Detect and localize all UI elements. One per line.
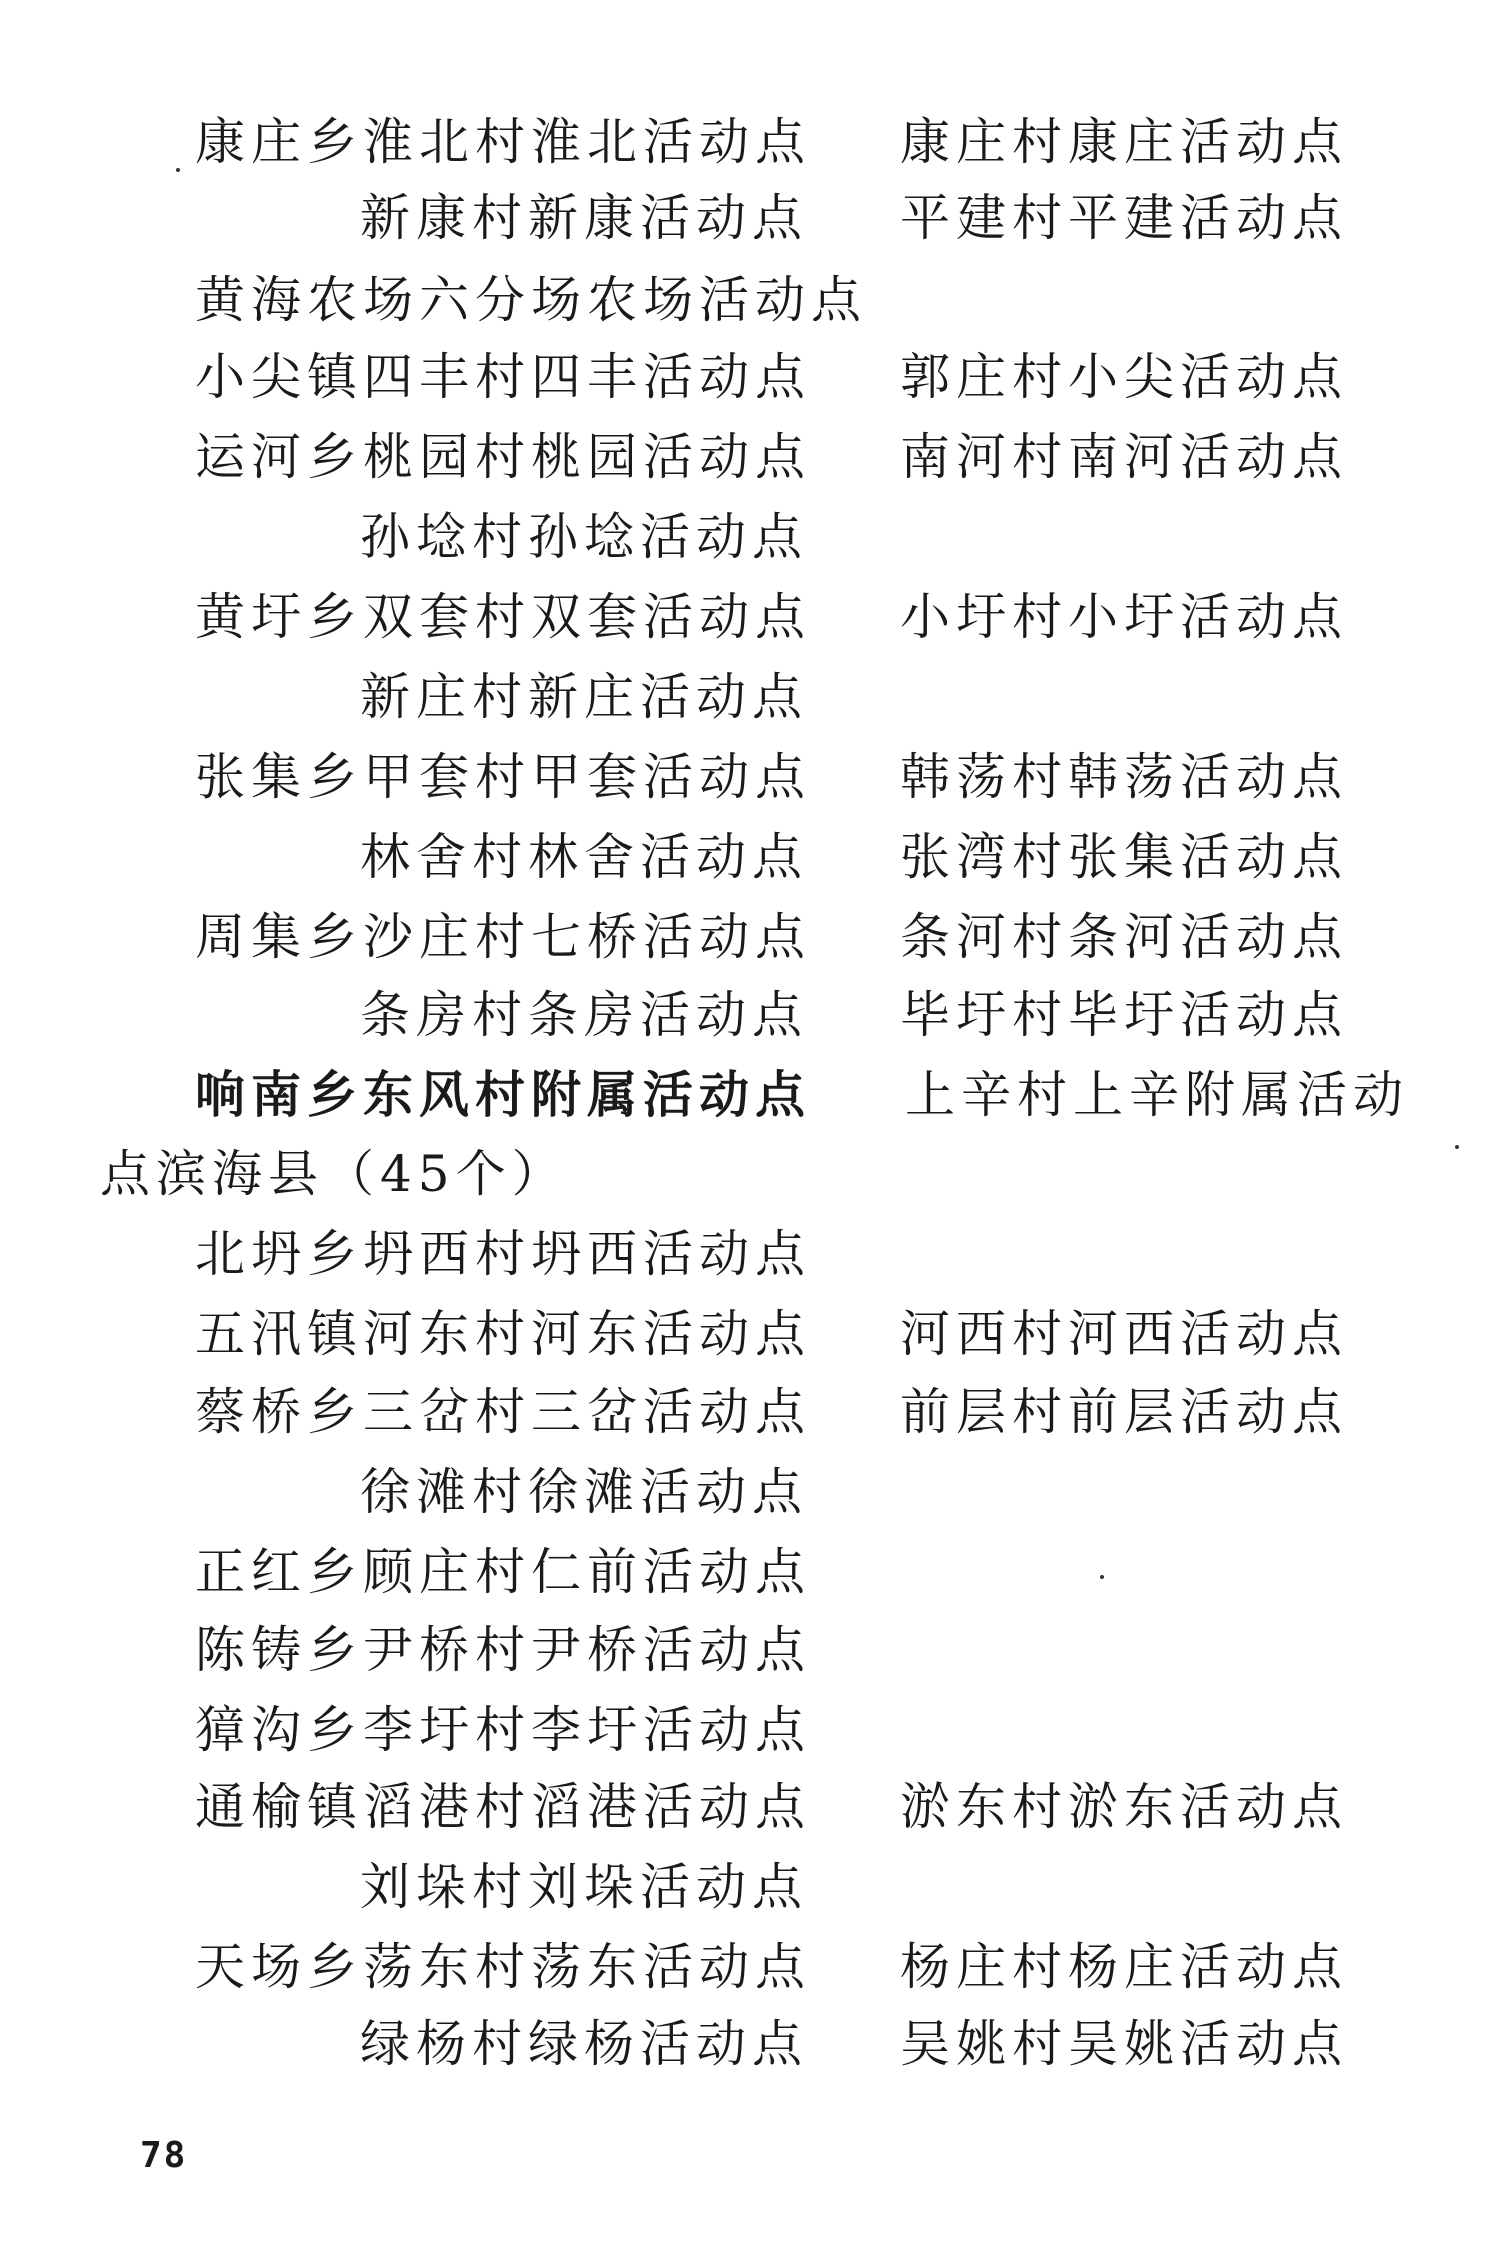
- entry-right: 韩荡村韩荡活动点: [900, 748, 1348, 806]
- section-heading: 点滨海县（45个）: [100, 1145, 568, 1203]
- entry-left: 小尖镇四丰村四丰活动点: [195, 348, 811, 406]
- page-number: 78: [140, 2135, 188, 2176]
- scan-speck: [1100, 1575, 1104, 1579]
- entry-left: 刘垛村刘垛活动点: [360, 1858, 808, 1916]
- entry-right: 吴姚村吴姚活动点: [900, 2015, 1348, 2073]
- entry-right: 郭庄村小尖活动点: [900, 348, 1348, 406]
- entry-left: 蔡桥乡三岔村三岔活动点: [195, 1383, 811, 1441]
- entry-left: 徐滩村徐滩活动点: [360, 1463, 808, 1521]
- entry-left: 康庄乡淮北村淮北活动点: [195, 113, 811, 171]
- entry-left: 正红乡顾庄村仁前活动点: [195, 1543, 811, 1601]
- entry-right: 张湾村张集活动点: [900, 828, 1348, 886]
- entry-right: 前层村前层活动点: [900, 1383, 1348, 1441]
- entry-left: 獐沟乡李圩村李圩活动点: [195, 1701, 811, 1759]
- entry-right: 条河村条河活动点: [900, 908, 1348, 966]
- entry-right: 淤东村淤东活动点: [900, 1778, 1348, 1836]
- entry-left: 运河乡桃园村桃园活动点: [195, 428, 811, 486]
- entry-right: 毕圩村毕圩活动点: [900, 986, 1348, 1044]
- entry-right: 杨庄村杨庄活动点: [900, 1938, 1348, 1996]
- entry-right: 南河村南河活动点: [900, 428, 1348, 486]
- entry-right: 平建村平建活动点: [900, 189, 1348, 247]
- entry-left: 孙埝村孙埝活动点: [360, 508, 808, 566]
- entry-right: 河西村河西活动点: [900, 1305, 1348, 1363]
- entry-left: 条房村条房活动点: [360, 986, 808, 1044]
- scan-speck: [1455, 1145, 1459, 1149]
- entry-left: 张集乡甲套村甲套活动点: [195, 748, 811, 806]
- entry-left: 黄海农场六分场农场活动点: [195, 271, 867, 329]
- entry-left: 陈铸乡尹桥村尹桥活动点: [195, 1621, 811, 1679]
- scan-speck: [176, 168, 180, 172]
- entry-left: 绿杨村绿杨活动点: [360, 2015, 808, 2073]
- entry-right: 小圩村小圩活动点: [900, 588, 1348, 646]
- entry-right: 康庄村康庄活动点: [900, 113, 1348, 171]
- entry-left: 新庄村新庄活动点: [360, 668, 808, 726]
- entry-left: 黄圩乡双套村双套活动点: [195, 588, 811, 646]
- entry-left: 通榆镇滔港村滔港活动点: [195, 1778, 811, 1836]
- entry-left: 响南乡东风村附属活动点: [195, 1065, 811, 1124]
- entry-left: 五汛镇河东村河东活动点: [195, 1305, 811, 1363]
- entry-left: 林舍村林舍活动点: [360, 828, 808, 886]
- entry-left: 天场乡荡东村荡东活动点: [195, 1938, 811, 1996]
- entry-right: 上辛村上辛附属活动: [905, 1066, 1409, 1124]
- entry-left: 新康村新康活动点: [360, 189, 808, 247]
- entry-left: 北坍乡坍西村坍西活动点: [195, 1225, 811, 1283]
- entry-left: 周集乡沙庄村七桥活动点: [195, 908, 811, 966]
